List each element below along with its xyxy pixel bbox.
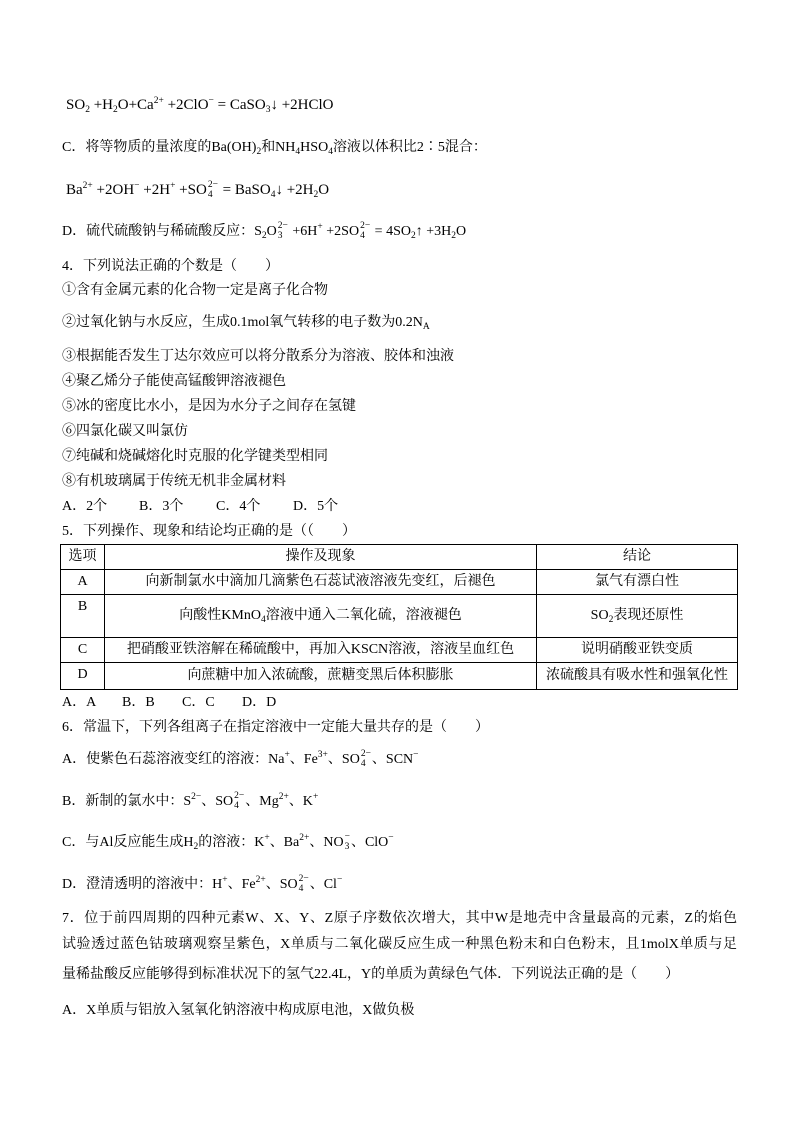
q4-statement-8: ⑧有机玻璃属于传统无机非金属材料 [62, 474, 286, 489]
table-header-operation: 操作及现象 [105, 545, 537, 570]
stacked-script [299, 874, 309, 894]
subscript: 4 [270, 190, 276, 200]
subscript: 2 [112, 105, 118, 115]
superscript: 2− [277, 221, 288, 231]
q6-option-b: B．新制的氯水中：$S^{2-}$、SO 2− 4 、$Mg^{2+}$、K+ [62, 791, 319, 811]
superscript: − [134, 181, 140, 191]
subscript: 2 [451, 231, 456, 241]
q5-option-c: C．C [182, 695, 215, 710]
subscript: 2 [313, 190, 319, 200]
subscript: 2 [256, 147, 262, 157]
subscript: 4 [260, 615, 266, 625]
q4-option-b: B．3个 [139, 499, 184, 514]
q5-option-a: A．A [62, 695, 97, 710]
table-header-key: 选项 [61, 545, 105, 570]
superscript: + [222, 875, 228, 885]
subscript: 2 [261, 231, 267, 241]
table-row [61, 663, 738, 690]
q5-options [62, 692, 276, 714]
q4-statement-3: ③根据能否发生丁达尔效应可以将分散系分为溶液、胶体和浊液 [62, 349, 454, 364]
q4-statement-5: ⑤冰的密度比水小，是因为水分子之间存在氢键 [62, 399, 356, 414]
q3-option-c: C．将等物质的量浓度的$Ba(OH)_2$和$NH_4HSO_4$溶液以体积比2∶5混合： [62, 140, 487, 157]
q7-option-a: A．X单质与铝放入氢氧化钠溶液中构成原电池，X做负极 [62, 1003, 415, 1018]
superscript: + [170, 181, 176, 191]
q4-option-a: A．2个 [62, 499, 108, 514]
superscript: 2− [360, 749, 371, 759]
q5-options-table [60, 544, 738, 690]
subscript: 3 [265, 105, 271, 115]
superscript: 2− [191, 792, 202, 802]
q4-statement-2: ②过氧化钠与水反应，生成0.1mol氧气转移的电子数为$0.2N_A$ [62, 315, 430, 332]
table-row [61, 638, 738, 663]
q4-options [62, 496, 338, 518]
subscript: 3 [344, 842, 350, 852]
table-cell-operation: 向新制氯水中滴加几滴紫色石蕊试液溶液先变红，后褪色 [105, 570, 537, 595]
q5-option-b: B．B [122, 695, 155, 710]
superscript: − [336, 875, 343, 885]
stacked-script [234, 791, 244, 811]
q4-stem: 4．下列说法正确的个数是（ ） [62, 259, 279, 274]
q4-option-c: C．4个 [216, 499, 261, 514]
table-header-row [61, 545, 738, 570]
q3-option-b-equation: $SO_2 +H_2O+Ca^{2+} +2ClO^-$ = CaSO$_3$↓ +2HClO [66, 96, 334, 115]
q5-option-d: D．D [242, 695, 277, 710]
subscript: 4 [360, 231, 365, 241]
subscript: 2 [193, 842, 199, 852]
subscript: 4 [295, 147, 301, 157]
table-cell-key: A [61, 570, 105, 595]
table-cell-operation: 向酸性KMnO$_4$溶液中通入二氧化硫，溶液褪色 [105, 595, 537, 638]
q3-option-c-equation: $Ba^{2+} +2OH^- +2H^+ +SO$ 2− 4 = BaSO$_4$↓ $+2H_2O$ [66, 180, 330, 200]
table-cell-conclusion: $SO_2$表现还原性 [537, 595, 738, 638]
subscript: 4 [360, 759, 366, 769]
table-row [61, 570, 738, 595]
subscript: A [422, 322, 430, 332]
subscript: 4 [328, 147, 333, 157]
superscript: + [284, 750, 290, 760]
q6-option-d: D．澄清透明的溶液中：H+、$Fe^{2+}$、SO 2− 4 、Cl− [62, 874, 343, 894]
superscript: 2− [360, 221, 371, 231]
table-cell-key: C [61, 638, 105, 663]
q7-stem-line-1: 7．位于前四周期的四种元素W、X、Y、Z原子序数依次增大，其中W是地壳中含量最高的元素，Z的焰色 [62, 911, 737, 926]
stacked-script [208, 180, 218, 200]
subscript: 2 [410, 231, 416, 241]
q7-stem-line-2: 试验透过蓝色钴玻璃观察呈紫色，X单质与二氧化碳反应生成一种黑色粉末和白色粉末，且1molX单质与足 [62, 937, 737, 952]
q4-statement-4: ④聚乙烯分子能使高锰酸钾溶液褪色 [62, 374, 286, 389]
q4-statement-1: ①含有金属元素的化合物一定是离子化合物 [62, 283, 328, 298]
superscript: 2+ [278, 792, 289, 802]
subscript: 4 [234, 801, 239, 811]
superscript: + [312, 792, 319, 802]
table-cell-conclusion: 浓硫酸具有吸水性和强氧化性 [537, 663, 738, 690]
q6-option-a: A．使紫色石蕊溶液变红的溶液：Na+、$Fe^{3+}$、SO 2− 4 、SCN− [62, 749, 419, 769]
stacked-script [278, 221, 288, 241]
superscript: 2− [298, 874, 309, 884]
q6-stem: 6．常温下，下列各组离子在指定溶液中一定能大量共存的是（ ） [62, 720, 489, 735]
subscript: 3 [277, 231, 283, 241]
subscript: 4 [298, 884, 304, 894]
table-row [61, 595, 738, 638]
stacked-script [360, 221, 370, 241]
table-cell-conclusion: 说明硝酸亚铁变质 [537, 638, 738, 663]
superscript: − [388, 833, 394, 843]
q4-statement-7: ⑦纯碱和烧碱熔化时克服的化学键类型相同 [62, 449, 328, 464]
superscript: + [264, 833, 270, 843]
superscript: − [208, 96, 214, 106]
table-cell-conclusion: 氯气有漂白性 [537, 570, 738, 595]
superscript: 2− [207, 180, 218, 190]
table-header-conclusion: 结论 [537, 545, 738, 570]
q4-option-d: D．5个 [293, 499, 339, 514]
superscript: 3+ [317, 750, 328, 760]
subscript: 2 [85, 105, 90, 115]
superscript: + [317, 222, 323, 232]
table-cell-operation: 向蔗糖中加入浓硫酸，蔗糖变黑后体积膨胀 [105, 663, 537, 690]
superscript: − [344, 832, 350, 842]
superscript: 2+ [153, 96, 164, 106]
superscript: 2− [234, 791, 245, 801]
superscript: 2+ [82, 181, 93, 191]
table-cell-key: D [61, 663, 105, 690]
subscript: 2 [608, 615, 614, 625]
q3-option-d: D．硫代硫酸钠与稀硫酸反应：$S_2O$ 2− 3 +6H+ +2SO 2− 4 = $4SO_2↑ +3H_2O$ [62, 221, 467, 241]
stacked-script [361, 749, 371, 769]
q4-statement-6: ⑥四氯化碳又叫氯仿 [62, 424, 188, 439]
table-cell-operation: 把硝酸亚铁溶解在稀硫酸中，再加入KSCN溶液，溶液呈血红色 [105, 638, 537, 663]
superscript: 2+ [299, 833, 310, 843]
superscript: 2+ [255, 875, 266, 885]
superscript: − [413, 750, 419, 760]
q6-option-c: C．与Al反应能生成$H_2$的溶液：K+、$Ba^{2+}$、NO − 3 、ClO− [62, 832, 394, 852]
q5-stem: 5．下列操作、现象和结论均正确的是（（ ） [62, 524, 356, 539]
subscript: 4 [207, 190, 213, 200]
stacked-script [345, 832, 350, 852]
q7-stem-line-3: 量稀盐酸反应能够得到标准状况下的氢气22.4L，Y的单质为黄绿色气体．下列说法正确的是（ ） [62, 967, 680, 982]
table-cell-key: B [61, 595, 105, 638]
